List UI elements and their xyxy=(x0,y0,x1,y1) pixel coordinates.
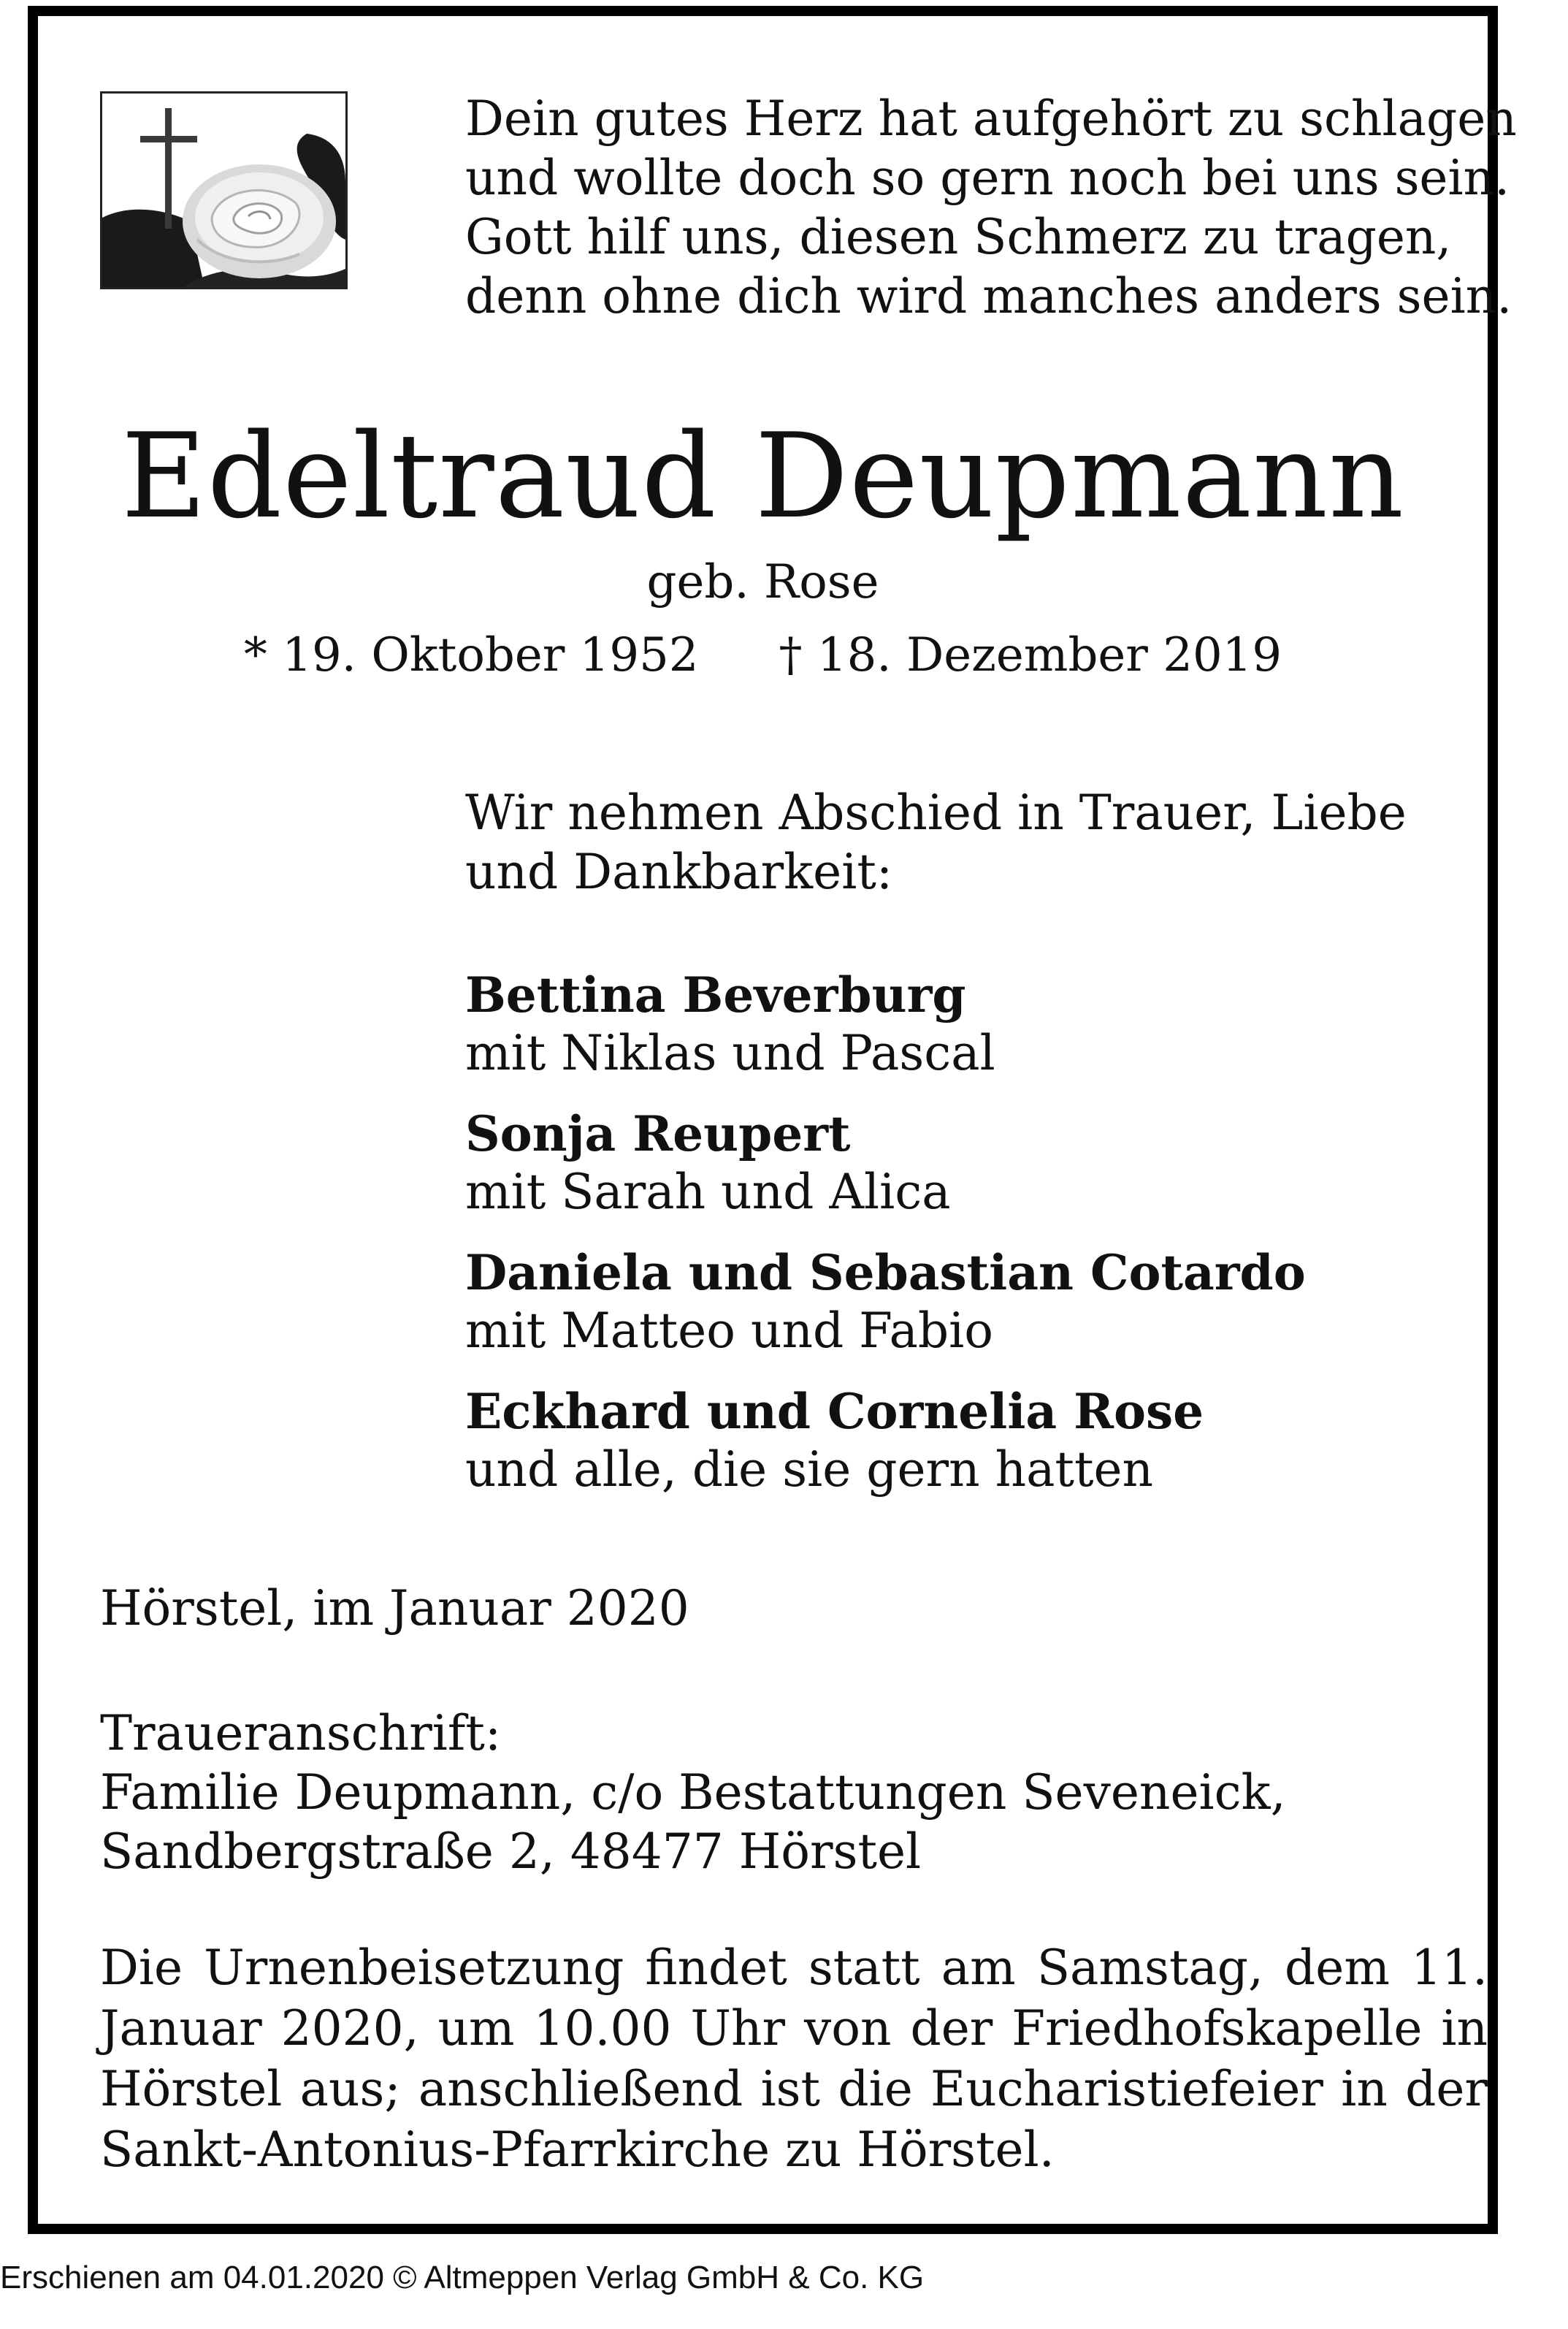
born-name: geb. Rose xyxy=(646,555,879,609)
mourner-name: Daniela und Sebastian Cotardo xyxy=(465,1244,1306,1301)
address-label: Traueranschrift: xyxy=(100,1705,502,1761)
mourners-list xyxy=(465,966,1306,1521)
mourner-with: mit Sarah und Alica xyxy=(465,1164,951,1220)
poem-line: Dein gutes Herz hat aufgehört zu schlagen xyxy=(465,91,1517,147)
poem-line: und wollte doch so gern noch bei uns sein. xyxy=(465,150,1510,206)
place-date: Hörstel, im Januar 2020 xyxy=(100,1580,689,1636)
mourner-with: und alle, die sie gern hatten xyxy=(465,1441,1154,1498)
poem-line: Gott hilf uns, diesen Schmerz zu tragen, xyxy=(465,209,1452,265)
farewell-line: Wir nehmen Abschied in Trauer, Liebe xyxy=(465,785,1407,841)
birth-date: * 19. Oktober 1952 xyxy=(243,628,699,682)
mourner-name: Bettina Beverburg xyxy=(465,967,966,1024)
ceremony-notice: Die Urnenbeisetzung findet statt am Samstag, dem 11. Januar 2020, um 10.00 Uhr von der Friedhofskapelle in Hörstel aus; anschließend ist die Eucharistiefeier in der Sankt-Antonius-Pfarrkirche zu Hörstel. xyxy=(100,1940,1488,2178)
obituary-frame xyxy=(28,6,1517,2234)
address-line: Familie Deupmann, c/o Bestattungen Seveneick, xyxy=(100,1764,1286,1821)
cross-and-rose-icon xyxy=(100,91,348,289)
mourner-with: mit Niklas und Pascal xyxy=(465,1025,995,1081)
farewell-text xyxy=(465,783,1407,902)
publication-footer: Erschienen am 04.01.2020 © Altmeppen Verlag GmbH & Co. KG xyxy=(0,2260,925,2295)
mourner-with: mit Matteo und Fabio xyxy=(465,1303,993,1359)
mourner-entry xyxy=(465,966,1306,1083)
mourner-entry xyxy=(465,1243,1306,1360)
mourner-name: Sonja Reupert xyxy=(465,1105,851,1162)
mourner-entry xyxy=(465,1105,1306,1221)
deceased-name: Edeltraud Deupmann xyxy=(121,408,1405,544)
life-dates xyxy=(38,626,1488,685)
poem-line: denn ohne dich wird manches anders sein. xyxy=(465,268,1512,324)
farewell-line: und Dankbarkeit: xyxy=(465,844,893,900)
mourning-address xyxy=(100,1704,1286,1881)
death-date: † 18. Dezember 2019 xyxy=(779,628,1282,682)
address-line: Sandbergstraße 2, 48477 Hörstel xyxy=(100,1823,922,1880)
poem xyxy=(465,89,1517,326)
mourner-name: Eckhard und Cornelia Rose xyxy=(465,1383,1204,1440)
mourner-entry xyxy=(465,1382,1306,1499)
